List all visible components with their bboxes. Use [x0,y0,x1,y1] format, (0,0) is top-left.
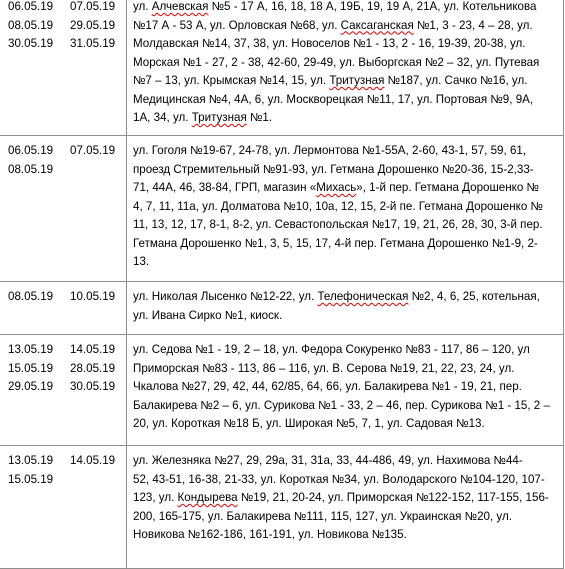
date-end: 31.05.19 [70,37,116,50]
addresses-cell [127,0,564,136]
date-start: 06.05.19 [8,0,54,13]
date-line [8,161,126,180]
address-line: проезд Стремительный №91-93, ул. Гетмана Дорошенко №20-36, 15-2,33- [133,162,534,176]
address-line: ул. Николая Лысенко №12-22, ул. Телефоническая №2, 4, 6, 25, котельная, [133,290,540,303]
address-line: ул. Гоголя №19-67, 24-78, ул. Лермонтова №1-55А, 2-60, 43-1, 57, 59, 61, [133,144,527,157]
table-row [0,446,564,569]
address-line: 71, 44А, 46, 38-84, ГРП, магазин «Михась», 1-й пер. Гетмана Дорошенко № [133,181,539,194]
table-row [0,335,564,446]
date-line [8,142,126,161]
address-line: Молдавская №14, 37, 38, ул. Новоселов №1 - 13, 2 - 16, 19-39, 20-38, ул. [133,37,526,50]
dates-cell [0,282,127,335]
date-line [8,471,126,490]
address-line: 20, ул. Короткая №18 Б, ул. Широкая №5, 7, 1, ул. Садовая №13. [133,417,485,430]
dates-cell [0,136,127,282]
date-line [8,452,126,471]
date-end: 10.05.19 [70,290,116,303]
date-line [8,378,126,397]
date-start: 08.05.19 [8,18,54,32]
date-end: 28.05.19 [70,361,116,375]
address-line: 11, 13, 12, 17, 8-1, 8-2, ул. Севастопольская №17, 19, 21, 26, 28, 30, 3-й пер. [133,218,543,231]
date-start: 08.05.19 [8,162,54,176]
table-row [0,136,564,282]
address-line: Чкалова №27, 29, 42, 44, 62/85, 64, 66, ул. Балакирева №1 - 19, 21, пер. [133,380,522,393]
date-end: 07.05.19 [70,0,116,13]
address-line: 13. [133,255,150,268]
date-line [8,341,126,360]
address-line: ул. Седова №1 - 19, 2 – 18, ул. Федора Сокуренко №83 - 117, 86 – 120, ул [133,343,530,356]
date-start: 30.05.19 [8,37,54,50]
date-end: 30.05.19 [70,380,116,393]
date-line [8,17,126,36]
date-start: 13.05.19 [8,454,54,467]
date-start: 15.05.19 [8,361,54,375]
date-start: 13.05.19 [8,343,54,356]
address-line: Балакирева №2 – 6, ул. Сурикова №1 - 33, 2 – 46, пер. Сурикова №1 - 15, 2 – [133,398,550,412]
address-line: 200, 165-175, ул. Балакирева №111, 115, 127, ул. Украинская №20, ул. [133,509,512,523]
address-line: 1А, 34, ул. Тритузная №1. [133,111,273,124]
address-line: ул. Железняка №27, 29, 29а, 31, 31а, 33, 44-486, 49, ул. Нахимова №44- [133,454,523,467]
dates-cell [0,446,127,569]
address-line: Морская №1 - 27, 2 - 38, 42-60, 29-49, ул. Выборгская №2 – 32, ул. Путевая [133,55,540,69]
date-end: 14.05.19 [70,454,116,467]
addresses-cell [127,335,564,446]
address-line: №17 А - 53 А, ул. Орловская №68, ул. Саксаганская №1, 3 - 23, 4 – 28, ул. [133,18,533,32]
date-start: 08.05.19 [8,290,54,303]
address-line: 123, ул. Кондырева №19, 21, 20-24, ул. Приморская №122-152, 117-155, 156- [133,491,549,504]
date-line [8,35,126,54]
date-line [8,360,126,379]
dates-cell [0,0,127,136]
address-line: Гетмана Дорошенко №1, 3, 5, 15, 17, 4-й пер. Гетмана Дорошенко №1-9, 2- [133,236,538,250]
date-end: 07.05.19 [70,144,116,157]
address-line: 4, 7, 11, 11а, ул. Долматова №10, 10а, 12, 15, 2-й пе. Гетмана Дорошенко № [133,199,543,213]
date-end: 29.05.19 [70,18,116,32]
address-line: Приморская №83 - 113, 86 – 116, ул. В. Серова №19, 21, 22, 23, 24, ул. [133,361,515,375]
addresses-cell [127,282,564,335]
address-line: №7 – 13, ул. Крымская №14, 15, ул. Тритузная №187, ул. Сачко №16, ул. [133,74,528,87]
date-end: 14.05.19 [70,343,116,356]
date-start: 15.05.19 [8,472,54,486]
address-line: Медицинская №4, 4А, 6, ул. Москворецкая №11, 17, ул. Портовая №9, 9А, [133,92,534,106]
table-row [0,0,564,136]
table-row [0,282,564,335]
date-line [8,288,126,307]
date-start: 06.05.19 [8,144,54,157]
address-line: Новикова №162-186, 161-191, ул. Новикова №135. [133,528,407,541]
dates-cell [0,335,127,446]
date-line [8,0,126,17]
address-line: 52, 43-51, 16-38, 21-33, ул. Короткая №34, ул. Володарского №104-120, 107- [133,472,545,486]
date-start: 29.05.19 [8,380,54,393]
addresses-cell [127,446,564,569]
address-line: ул. Алчевская №5 - 17 А, 16, 18, 18 А, 19Б, 19, 19 А, 21А, ул. Котельникова [133,0,537,13]
address-line: ул. Ивана Сирко №1, киоск. [133,308,283,322]
addresses-cell [127,136,564,282]
